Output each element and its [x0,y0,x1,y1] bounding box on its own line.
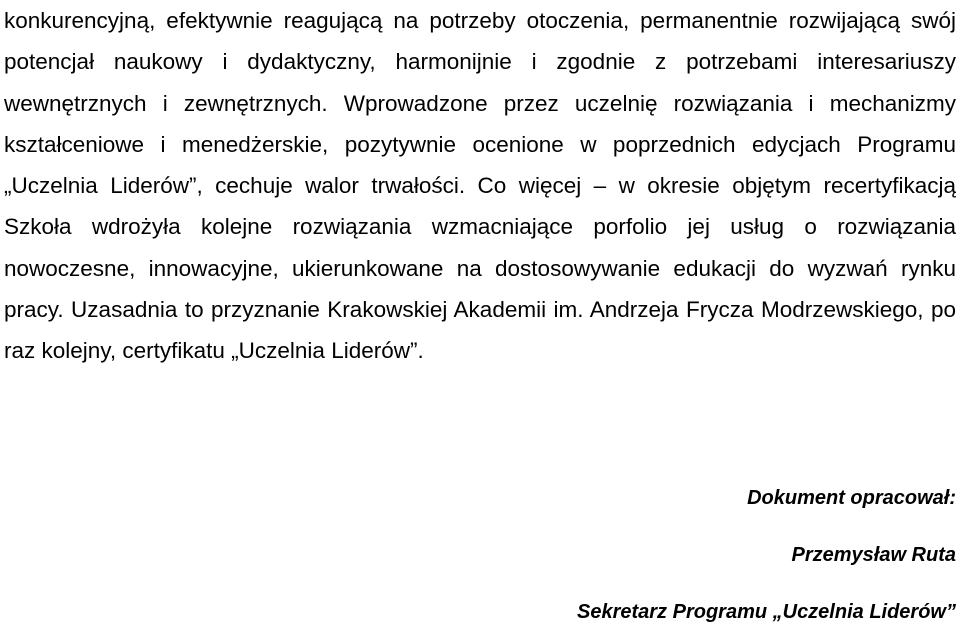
prepared-by-label: Dokument opracował: [747,487,956,509]
author-role: Sekretarz Programu „Uczelnia Liderów” [576,601,956,623]
author-name: Przemysław Ruta [791,544,956,566]
body-paragraph: konkurencyjną, efektywnie reagującą na potrzeby otoczenia, permanentnie rozwijającą swój potencjał naukowy i dydaktyczny, harmonijnie i zgodnie z potrzebami interesariuszy wewnętrznych i zewnętrznych. Wprowadzone przez uczelnię rozwiązania i mechanizmy kształceniowe i menedżerskie, pozytywnie ocenione w poprzednich edycjach Programu „Uczelnia Liderów”, cechuje walor trwałości. Co więcej – w okresie objętym recertyfikacją Szkoła wdrożyła kolejne rozwiązania wzmacniające porfolio jej usług o rozwiązania nowoczesne, innowacyjne, ukierunkowane na dostosowywanie edukacji do wyzwań rynku pracy. Uzasadnia to przyznanie Krakowskiej Akademii im. Andrzeja Frycza Modrzewskiego, po raz kolejny, certyfikatu „Uczelnia Liderów”. [4,8,956,364]
signature-block [356,488,956,622]
